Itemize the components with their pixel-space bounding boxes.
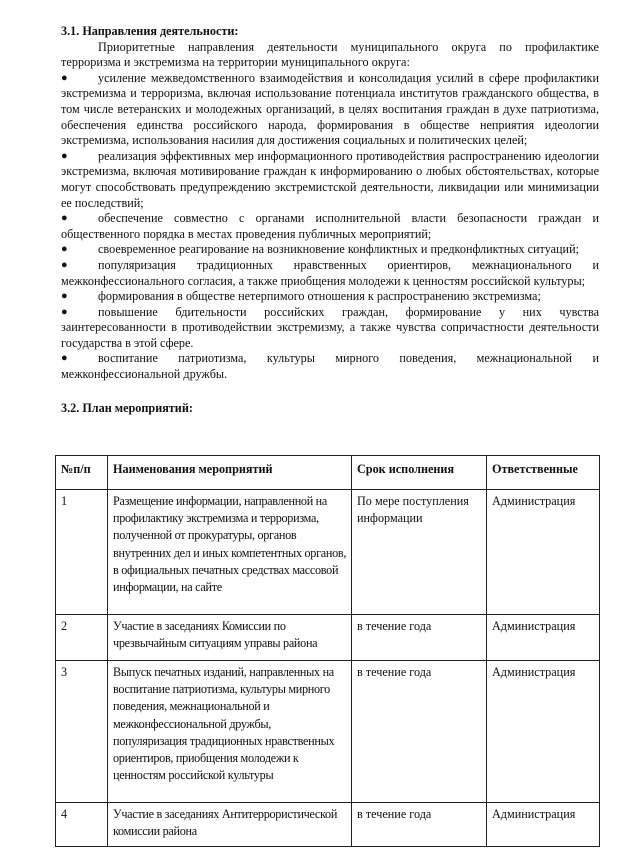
section-plan-heading: 3.2. План мероприятий: bbox=[61, 400, 193, 415]
cell-responsible: Администрация bbox=[487, 490, 600, 615]
cell-name: Выпуск печатных изданий, направленных на воспитание патриотизма, культуры мирного поведения, межнациональной и межконфессиональной дружбы, популяризация традиционных нравственных ориентиров, приобщения молодежи к ценностям российской культуры bbox=[108, 661, 352, 803]
bullet-item bbox=[61, 242, 599, 258]
bullet-item bbox=[61, 351, 599, 382]
bullet-item bbox=[61, 289, 599, 305]
bullet-text: формирования в обществе нетерпимого отношения к распространению экстремизма; bbox=[98, 289, 541, 304]
bullet-icon: ● bbox=[61, 305, 68, 318]
column-header-responsible: Ответственные bbox=[487, 456, 600, 490]
plan-table bbox=[55, 455, 600, 847]
bullet-icon: ● bbox=[61, 71, 68, 84]
table-row bbox=[56, 661, 600, 803]
cell-responsible: Администрация bbox=[487, 803, 600, 847]
section-directions-heading: 3.1. Направления деятельности: bbox=[61, 24, 239, 38]
bullet-text: усиление межведомственного взаимодействия и консолидация усилий в сфере профилактики экстремизма и терроризма, включая использование потенциала институтов гражданского общества, в том числе ветеранских и молодежных организаций, в целях воспитания граждан в духе патриотизма, обеспечения единства российского народа, формирования в обществе неприятия идеологии экстремизма, использования насилия для достижения социальных и политических целей; bbox=[61, 70, 599, 148]
cell-name: Участие в заседаниях Комиссии по чрезвычайным ситуациям управы района bbox=[108, 615, 352, 661]
cell-num: 2 bbox=[56, 615, 108, 661]
cell-name: Участие в заседаниях Антитеррористической комиссии района bbox=[108, 803, 352, 847]
cell-responsible: Администрация bbox=[487, 661, 600, 803]
bullet-icon: ● bbox=[61, 243, 68, 256]
cell-name: Размещение информации, направленной на профилактику экстремизма и терроризма, полученной от прокуратуры, органов внутренних дел и иных компетентных органов, в официальных печатных средствах массовой информации, на сайте bbox=[108, 490, 352, 615]
document-page bbox=[61, 24, 599, 416]
table-row bbox=[56, 615, 600, 661]
column-header-num: №п/п bbox=[56, 456, 108, 490]
bullet-text: повышение бдительности российских граждан, формирование у них чувства заинтересованности в противодействии экстремизму, а также чувства сопричастности деятельности государства в этой сфере. bbox=[61, 304, 599, 350]
column-header-name: Наименования мероприятий bbox=[108, 456, 352, 490]
bullet-icon: ● bbox=[61, 352, 68, 365]
cell-term: По мере поступления информации bbox=[352, 490, 487, 615]
bullet-text: популяризация традиционных нравственных ориентиров, межнационального и межконфессионального согласия, а также приобщения молодежи к ценностям российской культуры; bbox=[61, 257, 599, 288]
column-header-term: Срок исполнения bbox=[352, 456, 487, 490]
bullet-item bbox=[61, 211, 599, 242]
cell-term: в течение года bbox=[352, 661, 487, 803]
table-row bbox=[56, 803, 600, 847]
bullet-item bbox=[61, 305, 599, 352]
bullet-text: обеспечение совместно с органами исполнительной власти безопасности граждан и общественного порядка в местах проведения публичных мероприятий; bbox=[61, 211, 599, 241]
cell-num: 1 bbox=[56, 490, 108, 615]
bullet-icon: ● bbox=[61, 258, 68, 271]
directions-intro: Приоритетные направления деятельности муниципального округа по профилактике терроризма и экстремизма на территории муниципального округа: bbox=[61, 39, 599, 70]
bullet-text: воспитание патриотизма, культуры мирного поведения, межнациональной и межконфессиональной дружбы. bbox=[61, 351, 599, 382]
cell-num: 3 bbox=[56, 661, 108, 803]
bullet-item bbox=[61, 149, 599, 211]
bullet-text: реализация эффективных мер информационного противодействия распространению идеологии экстремизма, включая мотивирование граждан к информированию о любых обстоятельствах, которые могут способствовать предупреждению экстремистской деятельности, ликвидации или минимизации ее последствий; bbox=[61, 148, 599, 210]
cell-term: в течение года bbox=[352, 803, 487, 847]
bullet-item bbox=[61, 258, 599, 289]
bullet-text: своевременное реагирование на возникновение конфликтных и предконфликтных ситуаций; bbox=[98, 242, 579, 257]
cell-responsible: Администрация bbox=[487, 615, 600, 661]
bullet-icon: ● bbox=[61, 149, 68, 162]
table-header-row bbox=[56, 456, 600, 490]
bullet-item bbox=[61, 71, 599, 149]
table-row bbox=[56, 490, 600, 615]
bullet-icon: ● bbox=[61, 212, 68, 225]
cell-term: в течение года bbox=[352, 615, 487, 661]
cell-num: 4 bbox=[56, 803, 108, 847]
bullet-icon: ● bbox=[61, 290, 68, 303]
